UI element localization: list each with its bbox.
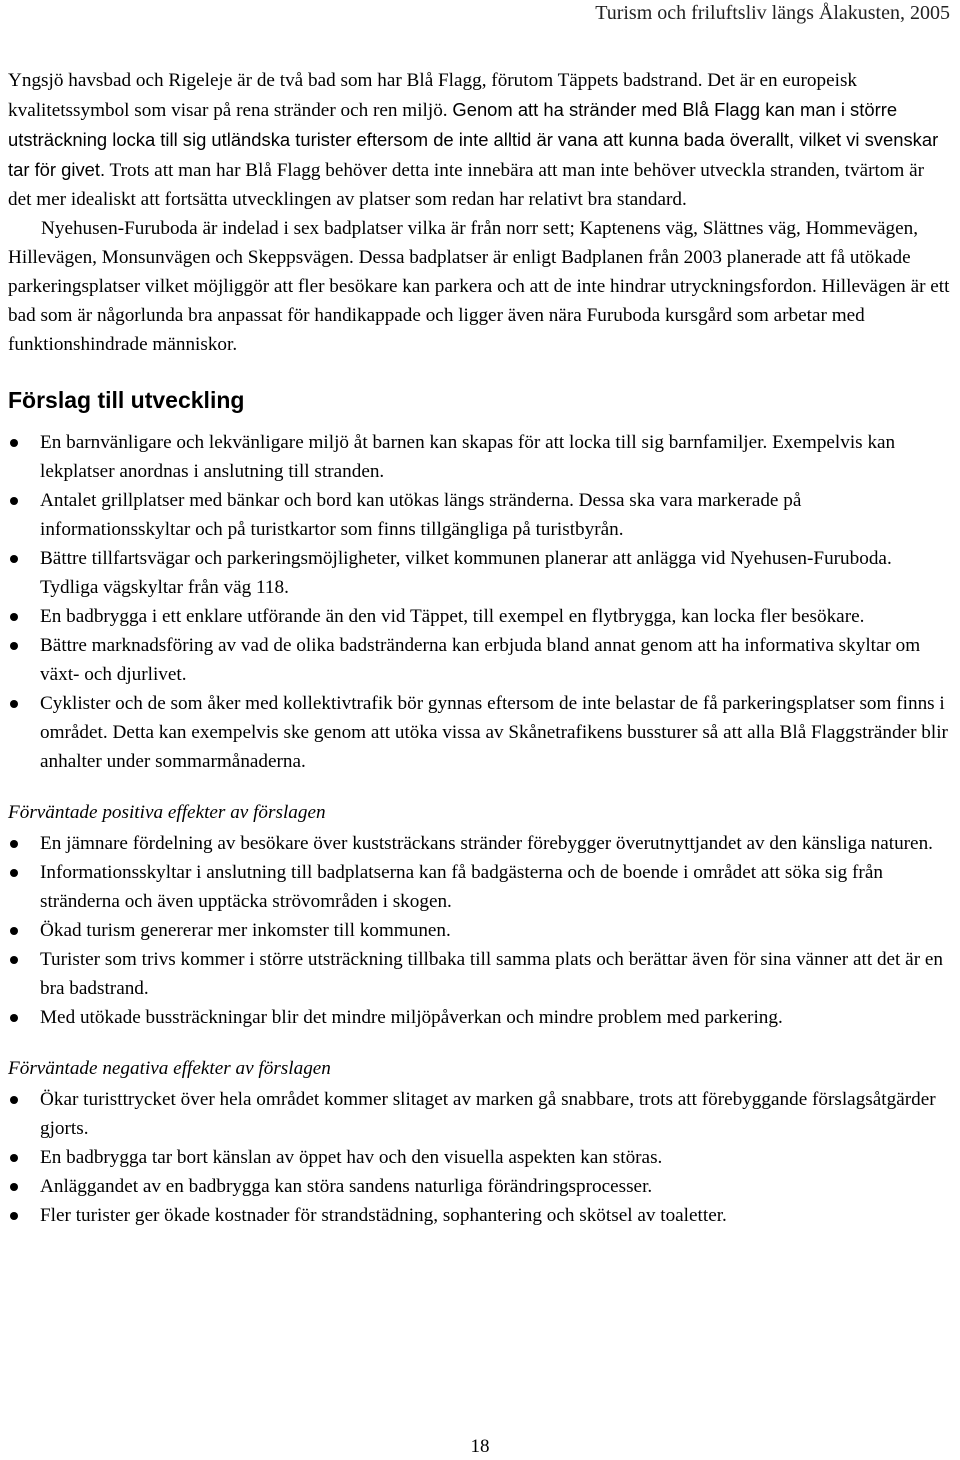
list-item xyxy=(8,1201,952,1230)
list-item xyxy=(8,1172,952,1201)
list-item xyxy=(8,1003,952,1032)
list-item-text: Anläggandet av en badbrygga kan störa sandens naturliga förändringsprocesser. xyxy=(40,1176,653,1197)
list-item-text: En badbrygga i ett enklare utförande än den vid Täppet, till exempel en flytbrygga, kan locka fler besökare. xyxy=(40,606,865,627)
bullet-icon xyxy=(10,613,18,621)
list-item-text: Bättre marknadsföring av vad de olika badstränderna kan erbjuda bland annat genom att ha informativa skyltar om växt- och djurlivet. xyxy=(40,635,921,685)
list-item xyxy=(8,858,952,916)
list-item-text: Med utökade bussträckningar blir det mindre miljöpåverkan och mindre problem med parkering. xyxy=(40,1007,783,1028)
list-item xyxy=(8,486,952,544)
list-item xyxy=(8,544,952,602)
list-item-text: Antalet grillplatser med bänkar och bord kan utökas längs stränderna. Dessa ska vara markerade på informationsskyltar och på turistkartor som finns tillgängliga på turistbyrån. xyxy=(40,490,802,540)
list-item xyxy=(8,631,952,689)
intro-paragraph-2: Nyehusen-Furuboda är indelad i sex badplatser vilka är från norr sett; Kaptenens väg, Slättnes väg, Hommevägen, Hillevägen, Monsunvägen och Skeppsvägen. Dessa badplatser är enligt Badplanen från 2003 planerade att få utökade parkeringsplatser vilket möjliggör att fler besökare kan parkera och att de inte hindrar utryckningsfordon. Hillevägen är ett bad som är någorlunda bra anpassat för handikappade och ligger även nära Furuboda kursgård som arbetar med funktionshindrade människor. xyxy=(8,218,950,355)
bullet-icon xyxy=(10,1154,18,1162)
list-item-text: Cyklister och de som åker med kollektivtrafik bör gynnas eftersom de inte belastar de få parkeringsplatser som finns i området. Detta kan exempelvis ske genom att utöka vissa av Skånetrafikens bussturer så att alla Blå Flaggstränder blir anhalter under sommarmånaderna. xyxy=(40,693,948,772)
list-item-text: Ökar turisttrycket över hela området kommer slitaget av marken gå snabbare, trots att förebyggande förslagsåtgärder gjorts. xyxy=(40,1089,936,1139)
bullet-icon xyxy=(10,555,18,563)
list-item xyxy=(8,602,952,631)
list-item xyxy=(8,945,952,1003)
list-item-text: En badbrygga tar bort känslan av öppet hav och den visuella aspekten kan störas. xyxy=(40,1147,663,1168)
list-item xyxy=(8,428,952,486)
bullet-icon xyxy=(10,1212,18,1220)
proposals-heading: Förslag till utveckling xyxy=(8,387,245,413)
list-item-text: Informationsskyltar i anslutning till badplatserna kan få badgästerna och de boende i området att söka sig från stränderna och även upptäcka strövområden i skogen. xyxy=(40,862,883,912)
bullet-icon xyxy=(10,869,18,877)
running-header: Turism och friluftsliv längs Ålakusten, 2005 xyxy=(595,2,950,24)
list-item xyxy=(8,689,952,776)
intro-paragraph-1 xyxy=(8,66,952,214)
negative-effects-heading: Förväntade negativa effekter av förslagen xyxy=(8,1058,331,1079)
list-item-text: Turister som trivs kommer i större utsträckning tillbaka till samma plats och berättar även för sina vänner att det är en bra badstrand. xyxy=(40,949,943,999)
intro-text-sans: Genom att ha stränder med Blå Flagg kan man i större utsträckning locka till sig utländska turister eftersom de inte alltid är vana att kunna bada överallt, vilket vi svenskar tar för givet. xyxy=(8,99,939,180)
page-content xyxy=(8,66,952,1230)
list-item xyxy=(8,1085,952,1143)
bullet-icon xyxy=(10,700,18,708)
bullet-icon xyxy=(10,642,18,650)
intro-text-a: Yngsjö havsbad och Rigeleje är de två bad som har Blå Flagg, förutom Täppets badstrand. Det är en europeisk kvalitetssymbol som visar på rena stränder och ren miljö. xyxy=(8,70,857,121)
bullet-icon xyxy=(10,840,18,848)
bullet-icon xyxy=(10,1014,18,1022)
proposals-list xyxy=(8,428,952,776)
intro-text-b: Trots att man har Blå Flagg behöver detta inte innebära att man inte behöver utveckla stranden, tvärtom är det mer idealiskt att fortsätta utvecklingen av platser som redan har relativt bra standard. xyxy=(8,160,925,210)
list-item xyxy=(8,1143,952,1172)
list-item-text: Fler turister ger ökade kostnader för strandstädning, sophantering och skötsel av toaletter. xyxy=(40,1205,727,1226)
positive-effects-list xyxy=(8,829,952,1032)
list-item-text: En barnvänligare och lekvänligare miljö åt barnen kan skapas för att locka till sig barnfamiljer. Exempelvis kan lekplatser anordnas i anslutning till stranden. xyxy=(40,432,896,482)
bullet-icon xyxy=(10,927,18,935)
page-number: 18 xyxy=(470,1436,490,1457)
list-item-text: Bättre tillfartsvägar och parkeringsmöjligheter, vilket kommunen planerar att anlägga vid Nyehusen-Furuboda. Tydliga vägskyltar från väg 118. xyxy=(40,548,892,598)
list-item-text: Ökad turism genererar mer inkomster till kommunen. xyxy=(40,920,451,941)
positive-effects-heading: Förväntade positiva effekter av förslagen xyxy=(8,802,326,823)
list-item xyxy=(8,829,952,858)
bullet-icon xyxy=(10,1096,18,1104)
bullet-icon xyxy=(10,1183,18,1191)
list-item-text: En jämnare fördelning av besökare över kuststräckans stränder förebygger överutnyttjandet av den känsliga naturen. xyxy=(40,833,933,854)
list-item xyxy=(8,916,952,945)
bullet-icon xyxy=(10,956,18,964)
bullet-icon xyxy=(10,439,18,447)
negative-effects-list xyxy=(8,1085,952,1230)
bullet-icon xyxy=(10,497,18,505)
